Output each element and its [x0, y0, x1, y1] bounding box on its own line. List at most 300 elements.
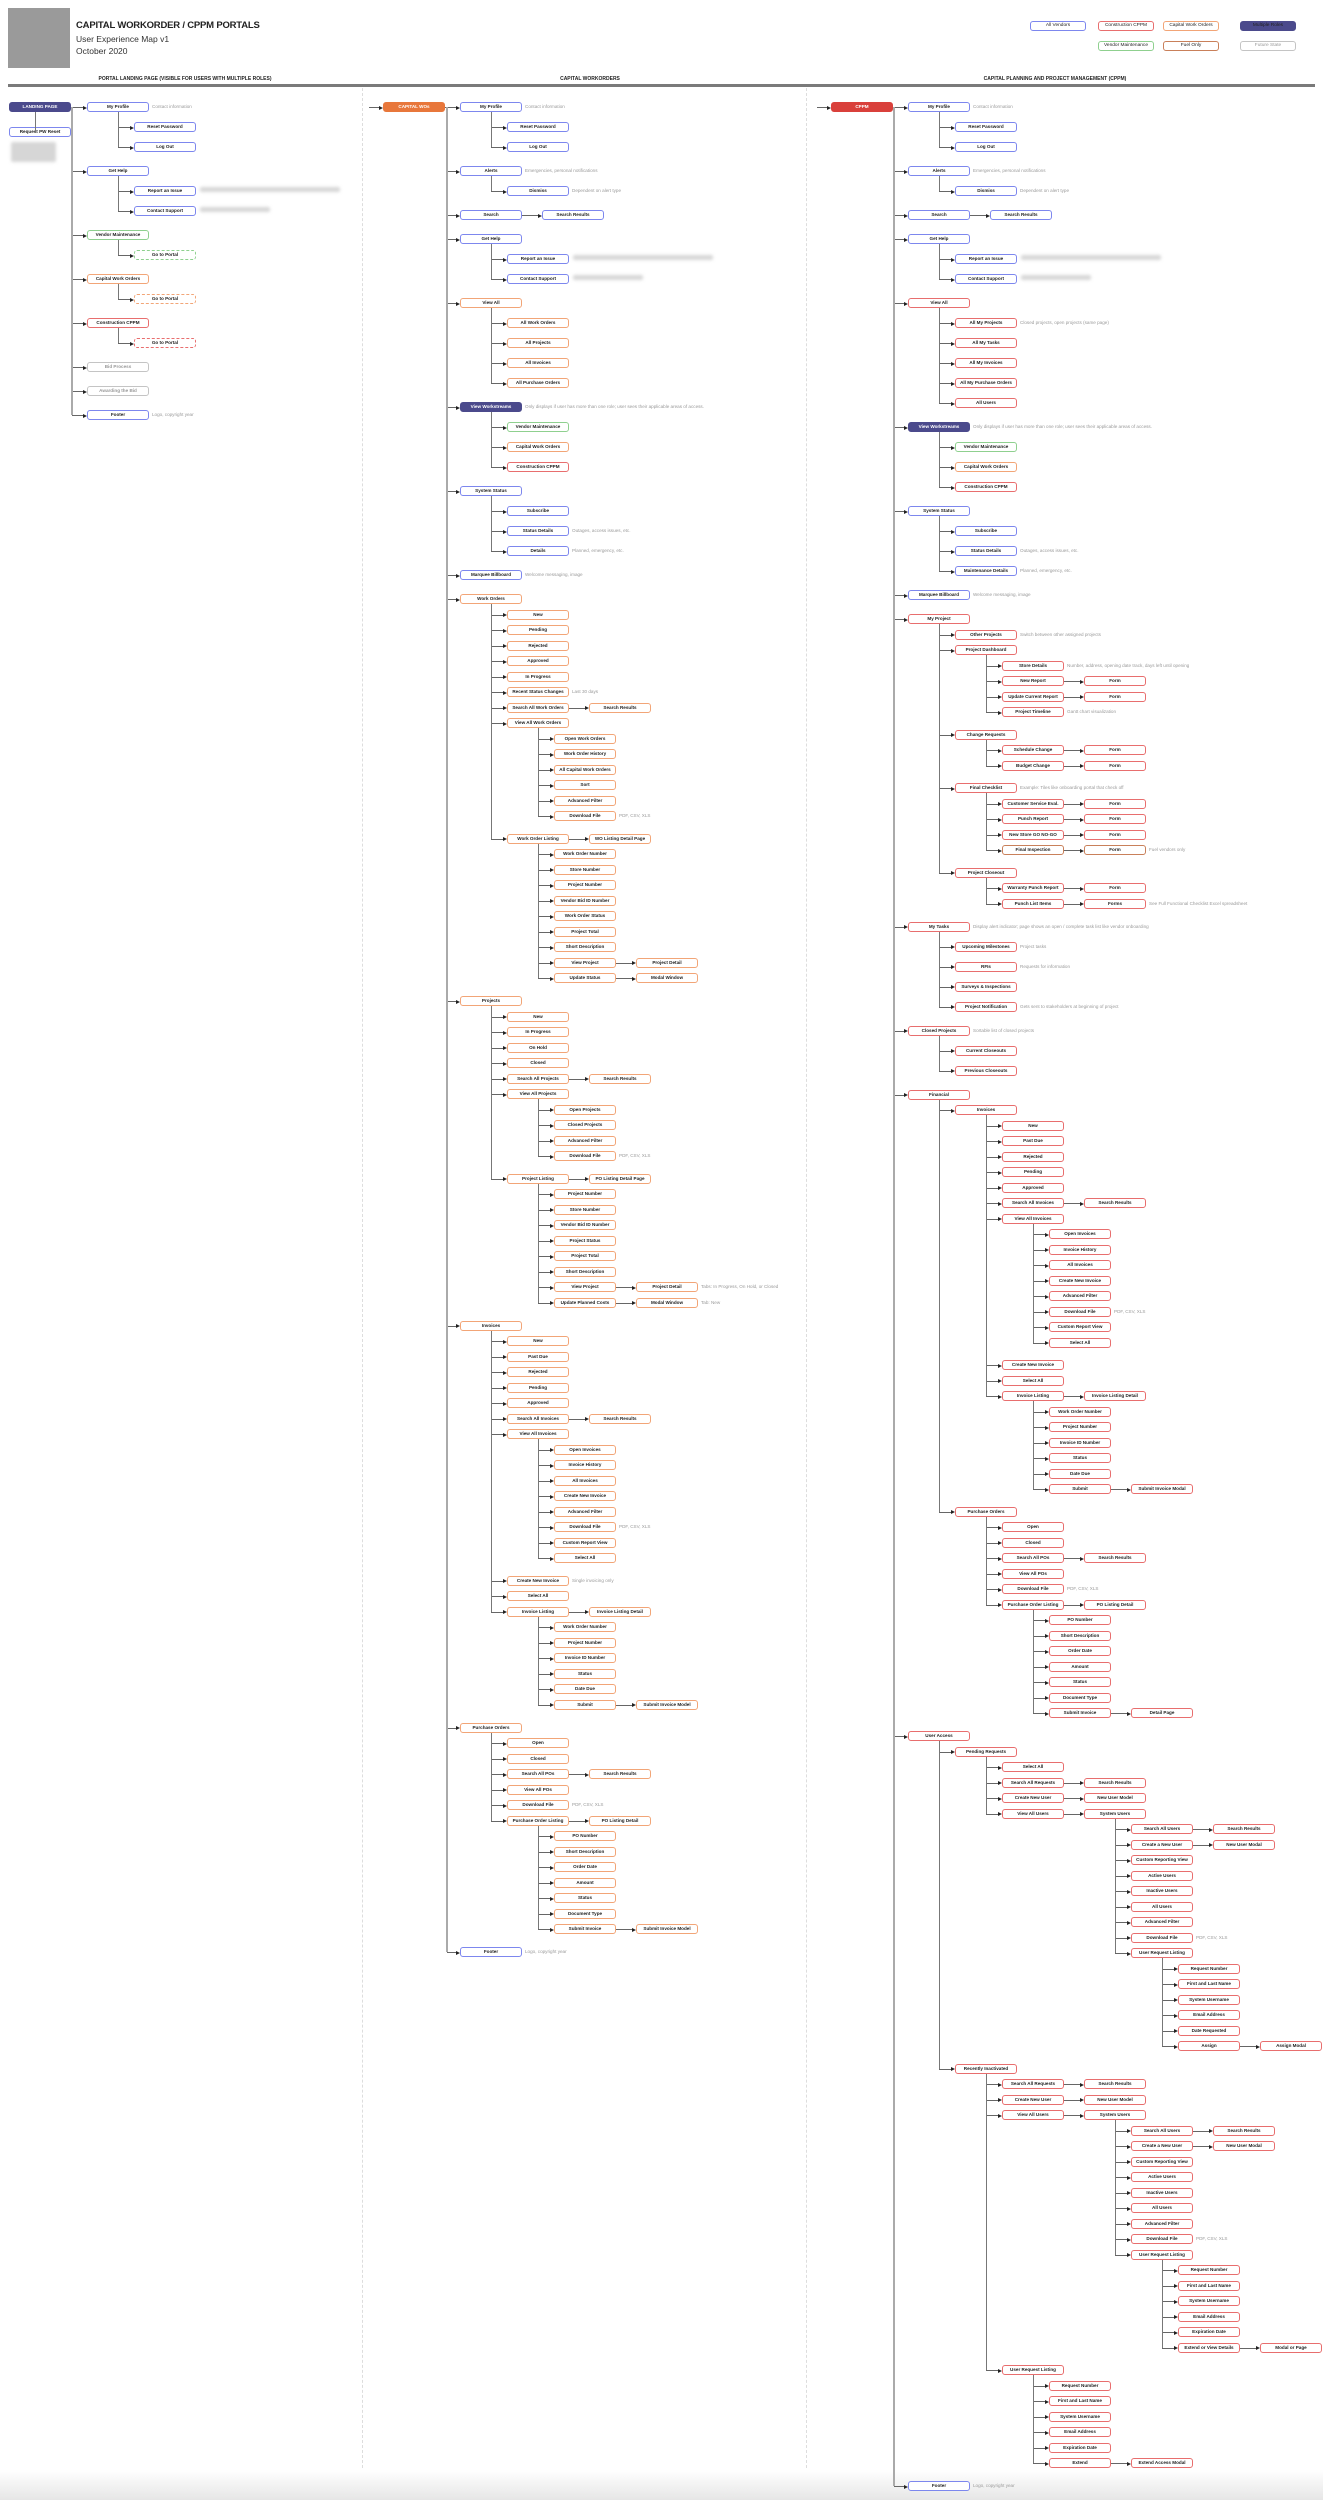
view-all-invoices-node[interactable]: View All Invoices — [507, 1429, 569, 1439]
recently-inactivated-node[interactable]: Recently Inactivated — [955, 2064, 1017, 2074]
landing-page-node[interactable]: LANDING PAGE — [9, 102, 71, 112]
email-address-node[interactable]: Email Address — [1178, 2312, 1240, 2322]
system-status-node[interactable]: System Status — [460, 486, 522, 496]
update-status-node[interactable]: Update Status — [554, 973, 616, 983]
form-node[interactable]: Form — [1084, 676, 1146, 686]
advanced-filter-node[interactable]: Advanced Filter — [1131, 1917, 1193, 1927]
search-all-requests-node[interactable]: Search All Requests — [1002, 1778, 1064, 1788]
system-username-node[interactable]: System Username — [1049, 2412, 1111, 2422]
upcoming-milestones-node[interactable]: Upcoming Milestones — [955, 942, 1017, 952]
project-total-node[interactable]: Project Total — [554, 1251, 616, 1261]
search-all-users-node[interactable]: Search All Users — [1131, 1824, 1193, 1834]
submit-node[interactable]: Submit — [554, 1700, 616, 1710]
project-number-node[interactable]: Project Number — [1049, 1422, 1111, 1432]
forms-node[interactable]: Forms — [1084, 899, 1146, 909]
short-description-node[interactable]: Short Description — [554, 942, 616, 952]
new-report-node[interactable]: New Report — [1002, 676, 1064, 686]
form-node[interactable]: Form — [1084, 745, 1146, 755]
previous-closeouts-node[interactable]: Previous Closeouts — [955, 1066, 1017, 1076]
approved-node[interactable]: Approved — [507, 656, 569, 666]
modal-or-page-node[interactable]: Modal or Page — [1260, 2343, 1322, 2353]
extend-access-modal-node[interactable]: Extend Access Modal — [1131, 2458, 1193, 2468]
short-description-node[interactable]: Short Description — [554, 1847, 616, 1857]
approved-node[interactable]: Approved — [1002, 1183, 1064, 1193]
form-node[interactable]: Form — [1084, 830, 1146, 840]
awarding-the-bid-node[interactable]: Awarding the Bid — [87, 386, 149, 396]
project-number-node[interactable]: Project Number — [554, 1189, 616, 1199]
create-new-user-node[interactable]: Create New User — [1002, 2095, 1064, 2105]
project-listing-node[interactable]: Project Listing — [507, 1174, 569, 1184]
view-project-node[interactable]: View Project — [554, 1282, 616, 1292]
submit-node[interactable]: Submit — [1049, 1484, 1111, 1494]
search-results-node[interactable]: Search Results — [589, 1769, 651, 1779]
invoices-node[interactable]: Invoices — [460, 1321, 522, 1331]
footer-node[interactable]: Footer — [908, 2481, 970, 2491]
project-dashboard-node[interactable]: Project Dashboard — [955, 645, 1017, 655]
extend-or-view-details-node[interactable]: Extend or View Details — [1178, 2343, 1240, 2353]
create-a-new-user-node[interactable]: Create a New User — [1131, 2141, 1193, 2151]
download-file-node[interactable]: Download File — [507, 1800, 569, 1810]
invoice-id-number-node[interactable]: Invoice ID Number — [554, 1653, 616, 1663]
custom-report-view-node[interactable]: Custom Report View — [554, 1538, 616, 1548]
advanced-filter-node[interactable]: Advanced Filter — [554, 1136, 616, 1146]
form-node[interactable]: Form — [1084, 761, 1146, 771]
get-help-node[interactable]: Get Help — [908, 234, 970, 244]
custom-report-view-node[interactable]: Custom Report View — [1049, 1322, 1111, 1332]
bid-process-node[interactable]: Bid Process — [87, 362, 149, 372]
modal-window-node[interactable]: Modal Window — [636, 1298, 698, 1308]
submit-invoice-node[interactable]: Submit Invoice — [554, 1924, 616, 1934]
status-details-node[interactable]: Status Details — [507, 526, 569, 536]
search-node[interactable]: Search — [908, 210, 970, 220]
purchase-orders-node[interactable]: Purchase Orders — [460, 1723, 522, 1733]
create-new-invoice-node[interactable]: Create New Invoice — [1049, 1276, 1111, 1286]
view-all-node[interactable]: View All — [908, 298, 970, 308]
all-users-node[interactable]: All Users — [955, 398, 1017, 408]
all-invoices-node[interactable]: All Invoices — [1049, 1260, 1111, 1270]
other-projects-node[interactable]: Other Projects — [955, 630, 1017, 640]
construction-cppm-node[interactable]: Construction CPPM — [955, 482, 1017, 492]
create-a-new-user-node[interactable]: Create a New User — [1131, 1840, 1193, 1850]
past-due-node[interactable]: Past Due — [507, 1352, 569, 1362]
past-due-node[interactable]: Past Due — [1002, 1136, 1064, 1146]
form-node[interactable]: Form — [1084, 845, 1146, 855]
amount-node[interactable]: Amount — [1049, 1662, 1111, 1672]
project-timeline-node[interactable]: Project Timeline — [1002, 707, 1064, 717]
new-user-model-node[interactable]: New User Model — [1084, 1793, 1146, 1803]
project-detail-node[interactable]: Project Detail — [636, 958, 698, 968]
projects-node[interactable]: Projects — [460, 996, 522, 1006]
form-node[interactable]: Form — [1084, 692, 1146, 702]
inactive-users-node[interactable]: Inactive Users — [1131, 1886, 1193, 1896]
contact-support-node[interactable]: Contact Support — [507, 274, 569, 284]
schedule-change-node[interactable]: Schedule Change — [1002, 745, 1064, 755]
log-out-node[interactable]: Log Out — [507, 142, 569, 152]
pending-node[interactable]: Pending — [507, 625, 569, 635]
invoice-id-number-node[interactable]: Invoice ID Number — [1049, 1438, 1111, 1448]
project-closeout-node[interactable]: Project Closeout — [955, 868, 1017, 878]
punch-list-items-node[interactable]: Punch List Items — [1002, 899, 1064, 909]
dismiss-node[interactable]: Dismiss — [507, 186, 569, 196]
new-node[interactable]: New — [1002, 1121, 1064, 1131]
submit-invoice-model-node[interactable]: Submit Invoice Model — [636, 1700, 698, 1710]
view-all-invoices-node[interactable]: View All Invoices — [1002, 1214, 1064, 1224]
order-date-node[interactable]: Order Date — [1049, 1646, 1111, 1656]
current-closeouts-node[interactable]: Current Closeouts — [955, 1046, 1017, 1056]
search-all-invoices-node[interactable]: Search All Invoices — [1002, 1198, 1064, 1208]
download-file-node[interactable]: Download File — [1049, 1307, 1111, 1317]
user-request-listing-node[interactable]: User Request Listing — [1131, 2250, 1193, 2260]
select-all-node[interactable]: Select All — [507, 1591, 569, 1601]
view-all-projects-node[interactable]: View All Projects — [507, 1089, 569, 1099]
download-file-node[interactable]: Download File — [1131, 2234, 1193, 2244]
my-tasks-node[interactable]: My Tasks — [908, 922, 970, 932]
cppm-node[interactable]: CPPM — [831, 102, 893, 112]
custom-reporting-view-node[interactable]: Custom Reporting View — [1131, 1855, 1193, 1865]
reset-password-node[interactable]: Reset Password — [955, 122, 1017, 132]
update-current-report-node[interactable]: Update Current Report — [1002, 692, 1064, 702]
create-new-invoice-node[interactable]: Create New Invoice — [1002, 1360, 1064, 1370]
vendor-bid-id-number-node[interactable]: Vendor Bid ID Number — [554, 896, 616, 906]
search-results-node[interactable]: Search Results — [589, 1414, 651, 1424]
system-users-node[interactable]: System Users — [1084, 1809, 1146, 1819]
status-node[interactable]: Status — [1049, 1677, 1111, 1687]
closed-projects-node[interactable]: Closed Projects — [908, 1026, 970, 1036]
rejected-node[interactable]: Rejected — [507, 641, 569, 651]
pending-requests-node[interactable]: Pending Requests — [955, 1747, 1017, 1757]
work-order-number-node[interactable]: Work Order Number — [1049, 1407, 1111, 1417]
capital-work-orders-node[interactable]: Capital Work Orders — [87, 274, 149, 284]
my-profile-node[interactable]: My Profile — [87, 102, 149, 112]
rejected-node[interactable]: Rejected — [1002, 1152, 1064, 1162]
store-details-node[interactable]: Store Details — [1002, 661, 1064, 671]
new-node[interactable]: New — [507, 610, 569, 620]
order-date-node[interactable]: Order Date — [554, 1862, 616, 1872]
project-total-node[interactable]: Project Total — [554, 927, 616, 937]
status-node[interactable]: Status — [554, 1669, 616, 1679]
work-order-history-node[interactable]: Work Order History — [554, 749, 616, 759]
view-all-work-orders-node[interactable]: View All Work Orders — [507, 718, 569, 728]
open-invoices-node[interactable]: Open Invoices — [1049, 1229, 1111, 1239]
open-node[interactable]: Open — [507, 1738, 569, 1748]
search-results-node[interactable]: Search Results — [1213, 2126, 1275, 2136]
new-node[interactable]: New — [507, 1336, 569, 1346]
my-profile-node[interactable]: My Profile — [908, 102, 970, 112]
po-listing-detail-node[interactable]: PO Listing Detail — [589, 1816, 651, 1826]
select-all-node[interactable]: Select All — [554, 1553, 616, 1563]
new-user-model-node[interactable]: New User Model — [1084, 2095, 1146, 2105]
download-file-node[interactable]: Download File — [1002, 1584, 1064, 1594]
project-notification-node[interactable]: Project Notification — [955, 1002, 1017, 1012]
active-users-node[interactable]: Active Users — [1131, 2172, 1193, 2182]
report-an-issue-node[interactable]: Report an Issue — [955, 254, 1017, 264]
my-profile-node[interactable]: My Profile — [460, 102, 522, 112]
construction-cppm-node[interactable]: Construction CPPM — [87, 318, 149, 328]
view-workstreams-node[interactable]: View Workstreams — [908, 422, 970, 432]
purchase-orders-node[interactable]: Purchase Orders — [955, 1507, 1017, 1517]
new-node[interactable]: New — [507, 1012, 569, 1022]
search-all-pos-node[interactable]: Search All POs — [1002, 1553, 1064, 1563]
recent-status-changes-node[interactable]: Recent Status Changes — [507, 687, 569, 697]
purchase-order-listing-node[interactable]: Purchase Order Listing — [1002, 1600, 1064, 1610]
store-number-node[interactable]: Store Number — [554, 865, 616, 875]
invoice-history-node[interactable]: Invoice History — [554, 1460, 616, 1470]
download-file-node[interactable]: Download File — [554, 1151, 616, 1161]
customer-service-eval-node[interactable]: Customer Service Eval. — [1002, 799, 1064, 809]
view-all-pos-node[interactable]: View All POs — [1002, 1569, 1064, 1579]
footer-node[interactable]: Footer — [460, 1947, 522, 1957]
invoice-listing-node[interactable]: Invoice Listing — [1002, 1391, 1064, 1401]
request-number-node[interactable]: Request Number — [1178, 1964, 1240, 1974]
search-results-node[interactable]: Search Results — [1084, 1553, 1146, 1563]
capital-work-orders-node[interactable]: Capital Work Orders — [955, 462, 1017, 472]
detail-page-node[interactable]: Detail Page — [1131, 1708, 1193, 1718]
custom-reporting-view-node[interactable]: Custom Reporting View — [1131, 2157, 1193, 2167]
work-order-number-node[interactable]: Work Order Number — [554, 1622, 616, 1632]
vendor-maintenance-node[interactable]: Vendor Maintenance — [87, 230, 149, 240]
advanced-filter-node[interactable]: Advanced Filter — [1131, 2219, 1193, 2229]
get-help-node[interactable]: Get Help — [460, 234, 522, 244]
search-all-users-node[interactable]: Search All Users — [1131, 2126, 1193, 2136]
construction-cppm-node[interactable]: Construction CPPM — [507, 462, 569, 472]
system-username-node[interactable]: System Username — [1178, 2296, 1240, 2306]
search-results-node[interactable]: Search Results — [589, 703, 651, 713]
vendor-maintenance-node[interactable]: Vendor Maintenance — [955, 442, 1017, 452]
po-number-node[interactable]: PO Number — [554, 1831, 616, 1841]
email-address-node[interactable]: Email Address — [1178, 2010, 1240, 2020]
closed-node[interactable]: Closed — [507, 1058, 569, 1068]
surveys-inspections-node[interactable]: Surveys & Inspections — [955, 982, 1017, 992]
document-type-node[interactable]: Document Type — [1049, 1693, 1111, 1703]
go-to-portal-node[interactable]: Go to Portal — [134, 338, 196, 348]
short-description-node[interactable]: Short Description — [1049, 1631, 1111, 1641]
expiration-date-node[interactable]: Expiration Date — [1049, 2443, 1111, 2453]
select-all-node[interactable]: Select All — [1002, 1376, 1064, 1386]
form-node[interactable]: Form — [1084, 799, 1146, 809]
pending-node[interactable]: Pending — [507, 1383, 569, 1393]
all-my-tasks-node[interactable]: All My Tasks — [955, 338, 1017, 348]
po-listing-detail-page-node[interactable]: PO Listing Detail Page — [589, 1174, 651, 1184]
in-progress-node[interactable]: In Progress — [507, 1027, 569, 1037]
financial-node[interactable]: Financial — [908, 1090, 970, 1100]
maintenance-details-node[interactable]: Maintenance Details — [955, 566, 1017, 576]
submit-invoice-modal-node[interactable]: Submit Invoice Modal — [1131, 1484, 1193, 1494]
download-file-node[interactable]: Download File — [1131, 1933, 1193, 1943]
status-node[interactable]: Status — [554, 1893, 616, 1903]
final-checklist-node[interactable]: Final Checklist — [955, 783, 1017, 793]
invoice-listing-detail-node[interactable]: Invoice Listing Detail — [589, 1607, 651, 1617]
approved-node[interactable]: Approved — [507, 1398, 569, 1408]
open-work-orders-node[interactable]: Open Work Orders — [554, 734, 616, 744]
purchase-order-listing-node[interactable]: Purchase Order Listing — [507, 1816, 569, 1826]
extend-node[interactable]: Extend — [1049, 2458, 1111, 2468]
wo-listing-detail-page-node[interactable]: WO Listing Detail Page — [589, 834, 651, 844]
work-order-status-node[interactable]: Work Order Status — [554, 911, 616, 921]
search-all-work-orders-node[interactable]: Search All Work Orders — [507, 703, 569, 713]
view-all-users-node[interactable]: View All Users — [1002, 2110, 1064, 2120]
subscribe-node[interactable]: Subscribe — [955, 526, 1017, 536]
open-node[interactable]: Open — [1002, 1522, 1064, 1532]
assign-modal-node[interactable]: Assign Modal — [1260, 2041, 1322, 2051]
inactive-users-node[interactable]: Inactive Users — [1131, 2188, 1193, 2198]
update-planned-costs-node[interactable]: Update Planned Costs — [554, 1298, 616, 1308]
report-an-issue-node[interactable]: Report an Issue — [507, 254, 569, 264]
view-all-users-node[interactable]: View All Users — [1002, 1809, 1064, 1819]
closed-node[interactable]: Closed — [1002, 1538, 1064, 1548]
rfis-node[interactable]: RFIs — [955, 962, 1017, 972]
change-requests-node[interactable]: Change Requests — [955, 730, 1017, 740]
search-results-node[interactable]: Search Results — [1213, 1824, 1275, 1834]
create-new-user-node[interactable]: Create New User — [1002, 1793, 1064, 1803]
download-file-node[interactable]: Download File — [554, 811, 616, 821]
view-project-node[interactable]: View Project — [554, 958, 616, 968]
status-node[interactable]: Status — [1049, 1453, 1111, 1463]
contact-support-node[interactable]: Contact Support — [955, 274, 1017, 284]
all-users-node[interactable]: All Users — [1131, 2203, 1193, 2213]
select-all-node[interactable]: Select All — [1002, 1762, 1064, 1772]
first-and-last-name-node[interactable]: First and Last Name — [1178, 2281, 1240, 2291]
search-results-node[interactable]: Search Results — [589, 1074, 651, 1084]
warranty-punch-report-node[interactable]: Warranty Punch Report — [1002, 883, 1064, 893]
search-node[interactable]: Search — [460, 210, 522, 220]
date-requested-node[interactable]: Date Requested — [1178, 2026, 1240, 2036]
all-purchase-orders-node[interactable]: All Purchase Orders — [507, 378, 569, 388]
short-description-node[interactable]: Short Description — [554, 1267, 616, 1277]
dismiss-node[interactable]: Dismiss — [955, 186, 1017, 196]
pending-node[interactable]: Pending — [1002, 1167, 1064, 1177]
date-due-node[interactable]: Date Due — [1049, 1469, 1111, 1479]
invoice-listing-node[interactable]: Invoice Listing — [507, 1607, 569, 1617]
capital-wos-node[interactable]: CAPITAL WOs — [383, 102, 445, 112]
alerts-node[interactable]: Alerts — [460, 166, 522, 176]
search-results-node[interactable]: Search Results — [990, 210, 1052, 220]
search-results-node[interactable]: Search Results — [1084, 2079, 1146, 2089]
search-all-pos-node[interactable]: Search All POs — [507, 1769, 569, 1779]
invoices-node[interactable]: Invoices — [955, 1105, 1017, 1115]
vendor-bid-id-number-node[interactable]: Vendor Bid ID Number — [554, 1220, 616, 1230]
system-username-node[interactable]: System Username — [1178, 1995, 1240, 2005]
log-out-node[interactable]: Log Out — [955, 142, 1017, 152]
go-to-portal-node[interactable]: Go to Portal — [134, 294, 196, 304]
status-details-node[interactable]: Status Details — [955, 546, 1017, 556]
po-number-node[interactable]: PO Number — [1049, 1615, 1111, 1625]
open-invoices-node[interactable]: Open Invoices — [554, 1445, 616, 1455]
search-all-invoices-node[interactable]: Search All Invoices — [507, 1414, 569, 1424]
details-node[interactable]: Details — [507, 546, 569, 556]
marquee-billboard-node[interactable]: Marquee Billboard — [460, 570, 522, 580]
closed-node[interactable]: Closed — [507, 1754, 569, 1764]
all-capital-work-orders-node[interactable]: All Capital Work Orders — [554, 765, 616, 775]
email-address-node[interactable]: Email Address — [1049, 2427, 1111, 2437]
closed-projects-node[interactable]: Closed Projects — [554, 1120, 616, 1130]
all-users-node[interactable]: All Users — [1131, 1902, 1193, 1912]
new-user-modal-node[interactable]: New User Modal — [1213, 2141, 1275, 2151]
system-users-node[interactable]: System Users — [1084, 2110, 1146, 2120]
capital-work-orders-node[interactable]: Capital Work Orders — [507, 442, 569, 452]
po-listing-detail-node[interactable]: PO Listing Detail — [1084, 1600, 1146, 1610]
submit-invoice-node[interactable]: Submit Invoice — [1049, 1708, 1111, 1718]
report-an-issue-node[interactable]: Report an Issue — [134, 186, 196, 196]
store-number-node[interactable]: Store Number — [554, 1205, 616, 1215]
in-progress-node[interactable]: In Progress — [507, 672, 569, 682]
get-help-node[interactable]: Get Help — [87, 166, 149, 176]
user-request-listing-node[interactable]: User Request Listing — [1002, 2365, 1064, 2375]
go-to-portal-node[interactable]: Go to Portal — [134, 250, 196, 260]
vendor-maintenance-node[interactable]: Vendor Maintenance — [507, 422, 569, 432]
project-detail-node[interactable]: Project Detail — [636, 1282, 698, 1292]
project-number-node[interactable]: Project Number — [554, 1638, 616, 1648]
view-all-node[interactable]: View All — [460, 298, 522, 308]
all-invoices-node[interactable]: All Invoices — [554, 1476, 616, 1486]
reset-password-node[interactable]: Reset Password — [507, 122, 569, 132]
advanced-filter-node[interactable]: Advanced Filter — [1049, 1291, 1111, 1301]
document-type-node[interactable]: Document Type — [554, 1909, 616, 1919]
reset-password-node[interactable]: Reset Password — [134, 122, 196, 132]
view-all-pos-node[interactable]: View All POs — [507, 1785, 569, 1795]
search-results-node[interactable]: Search Results — [1084, 1198, 1146, 1208]
all-invoices-node[interactable]: All Invoices — [507, 358, 569, 368]
alerts-node[interactable]: Alerts — [908, 166, 970, 176]
subscribe-node[interactable]: Subscribe — [507, 506, 569, 516]
date-due-node[interactable]: Date Due — [554, 1684, 616, 1694]
system-status-node[interactable]: System Status — [908, 506, 970, 516]
form-node[interactable]: Form — [1084, 883, 1146, 893]
user-request-listing-node[interactable]: User Request Listing — [1131, 1948, 1193, 1958]
project-number-node[interactable]: Project Number — [554, 880, 616, 890]
work-order-listing-node[interactable]: Work Order Listing — [507, 834, 569, 844]
advanced-filter-node[interactable]: Advanced Filter — [554, 1507, 616, 1517]
request-number-node[interactable]: Request Number — [1049, 2381, 1111, 2391]
create-new-invoice-node[interactable]: Create New Invoice — [507, 1576, 569, 1586]
first-and-last-name-node[interactable]: First and Last Name — [1049, 2396, 1111, 2406]
sort-node[interactable]: Sort — [554, 780, 616, 790]
contact-support-node[interactable]: Contact Support — [134, 206, 196, 216]
all-my-projects-node[interactable]: All My Projects — [955, 318, 1017, 328]
view-workstreams-node[interactable]: View Workstreams — [460, 402, 522, 412]
invoice-listing-detail-node[interactable]: Invoice Listing Detail — [1084, 1391, 1146, 1401]
on-hold-node[interactable]: On Hold — [507, 1043, 569, 1053]
form-node[interactable]: Form — [1084, 814, 1146, 824]
final-inspection-node[interactable]: Final Inspection — [1002, 845, 1064, 855]
work-orders-node[interactable]: Work Orders — [460, 594, 522, 604]
rejected-node[interactable]: Rejected — [507, 1367, 569, 1377]
submit-invoice-model-node[interactable]: Submit Invoice Model — [636, 1924, 698, 1934]
marquee-billboard-node[interactable]: Marquee Billboard — [908, 590, 970, 600]
assign-node[interactable]: Assign — [1178, 2041, 1240, 2051]
advanced-filter-node[interactable]: Advanced Filter — [554, 796, 616, 806]
search-all-requests-node[interactable]: Search All Requests — [1002, 2079, 1064, 2089]
search-results-node[interactable]: Search Results — [1084, 1778, 1146, 1788]
amount-node[interactable]: Amount — [554, 1878, 616, 1888]
log-out-node[interactable]: Log Out — [134, 142, 196, 152]
all-my-purchase-orders-node[interactable]: All My Purchase Orders — [955, 378, 1017, 388]
punch-report-node[interactable]: Punch Report — [1002, 814, 1064, 824]
my-project-node[interactable]: My Project — [908, 614, 970, 624]
project-status-node[interactable]: Project Status — [554, 1236, 616, 1246]
all-work-orders-node[interactable]: All Work Orders — [507, 318, 569, 328]
create-new-invoice-node[interactable]: Create New Invoice — [554, 1491, 616, 1501]
all-my-invoices-node[interactable]: All My Invoices — [955, 358, 1017, 368]
search-all-projects-node[interactable]: Search All Projects — [507, 1074, 569, 1084]
invoice-history-node[interactable]: Invoice History — [1049, 1245, 1111, 1255]
request-number-node[interactable]: Request Number — [1178, 2265, 1240, 2275]
footer-node[interactable]: Footer — [87, 410, 149, 420]
user-access-node[interactable]: User Access — [908, 1731, 970, 1741]
request-pw-reset-node[interactable]: Request PW Reset — [9, 127, 71, 137]
search-results-node[interactable]: Search Results — [542, 210, 604, 220]
new-store-go-no-go-node[interactable]: New Store GO NO-GO — [1002, 830, 1064, 840]
first-and-last-name-node[interactable]: First and Last Name — [1178, 1979, 1240, 1989]
